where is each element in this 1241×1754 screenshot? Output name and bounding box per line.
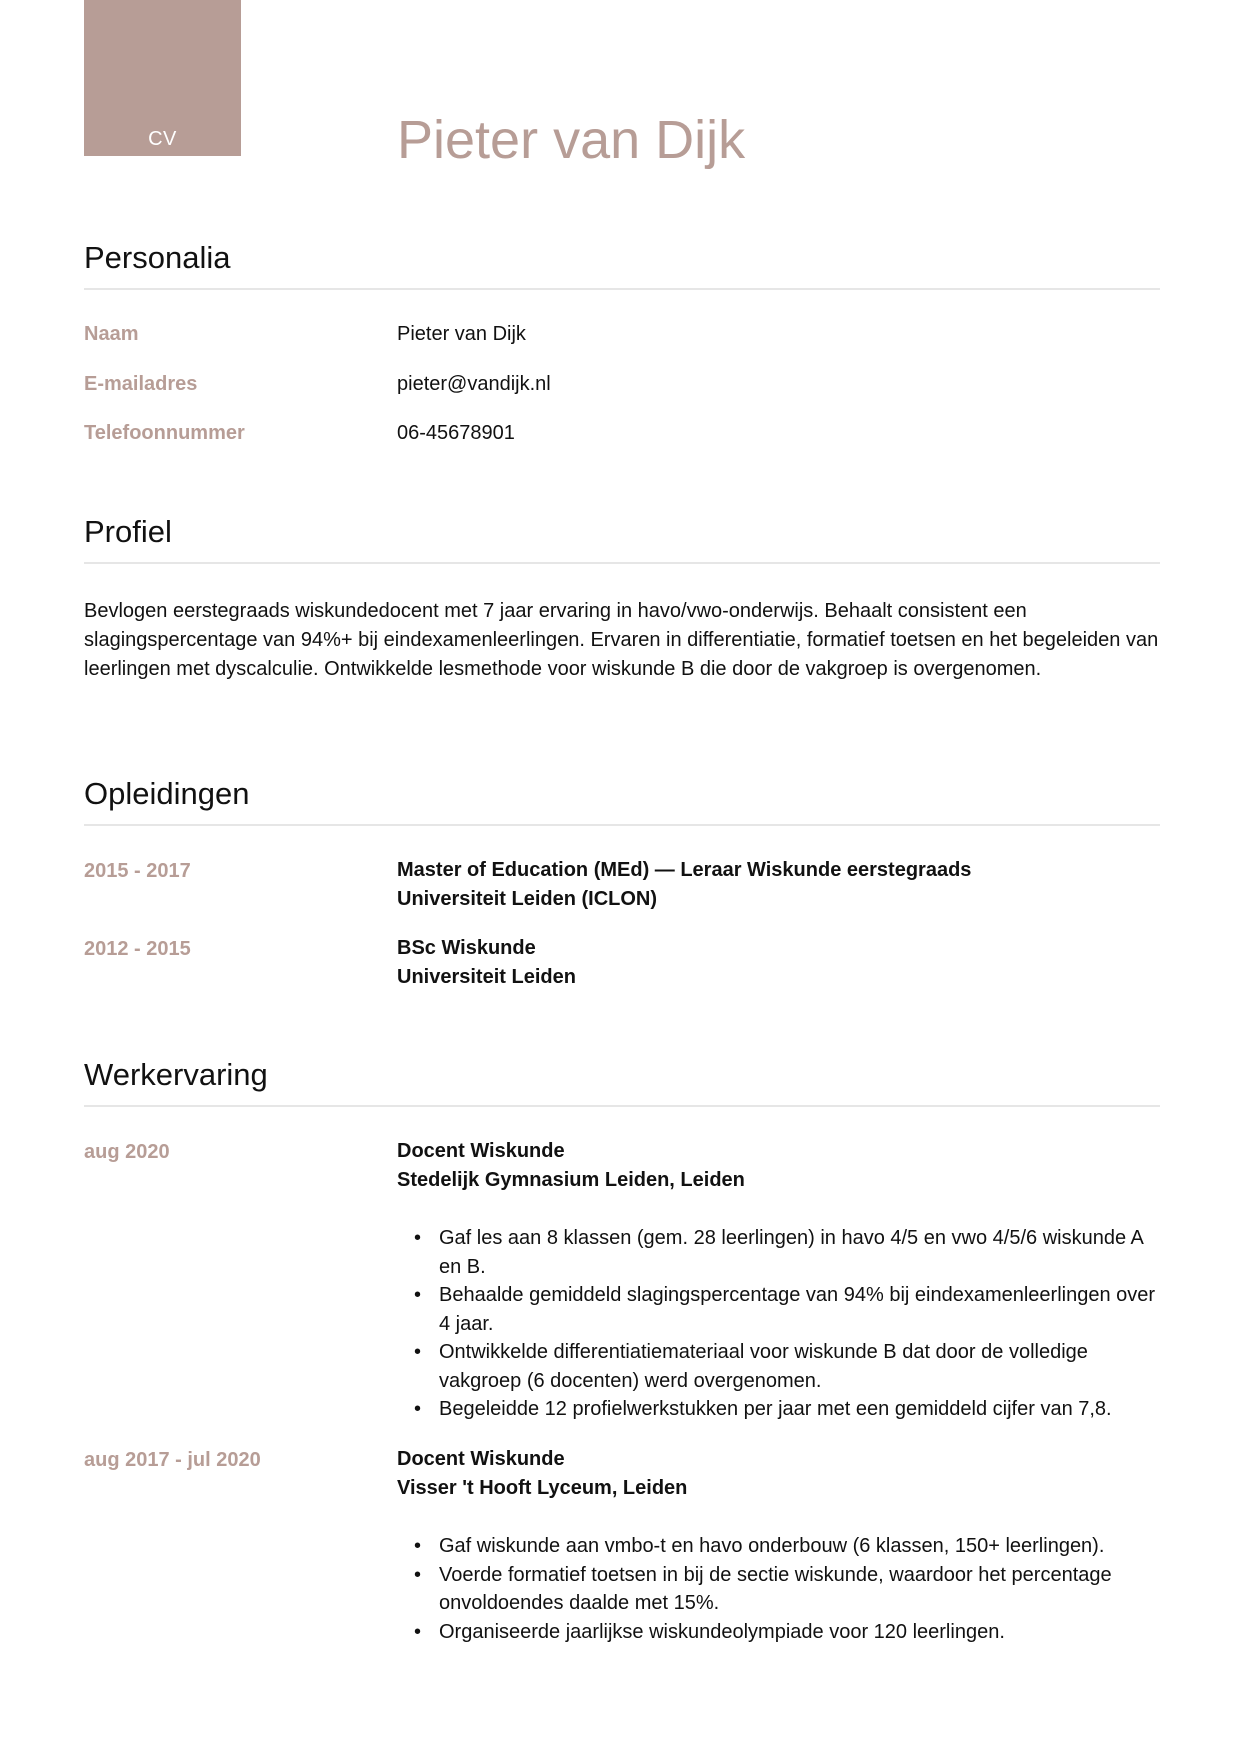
job-achievements	[397, 1532, 1160, 1646]
personal-value-email: pieter@vandijk.nl	[397, 373, 551, 395]
job-bullet: • Behaalde gemiddeld slagingspercentage van 94% bij eindexamenleerlingen over 4 jaar.	[439, 1281, 1160, 1338]
personal-label-email: E-mailadres	[84, 373, 198, 395]
personal-label-name: Naam	[84, 323, 139, 345]
job-bullet: • Gaf wiskunde aan vmbo-t en havo onderbouw (6 klassen, 150+ leerlingen).	[439, 1532, 1160, 1561]
job-bullet: • Voerde formatief toetsen in bij de sectie wiskunde, waardoor het percentage onvoldoendes daalde met 15%.	[439, 1561, 1160, 1618]
job-employer: Stedelijk Gymnasium Leiden, Leiden	[397, 1169, 745, 1191]
education-school: Universiteit Leiden (ICLON)	[397, 888, 658, 910]
education-degree: Master of Education (MEd) — Leraar Wiskunde eerstegraads	[397, 859, 972, 881]
job-bullet: • Ontwikkelde differentiatiemateriaal voor wiskunde B dat door de volledige vakgroep (6 docenten) werd overgenomen.	[439, 1338, 1160, 1395]
cv-badge	[84, 0, 241, 156]
education-date: 2015 - 2017	[84, 860, 191, 882]
section-divider	[84, 562, 1160, 564]
profile-summary: Bevlogen eerstegraads wiskundedocent met 7 jaar ervaring in havo/vwo-onderwijs. Behaalt consistent een slagingspercentage van 94%+ bij eindexamenleerlingen. Ervaren in differentiatie, formatief toetsen en het begeleiden van leerlingen met dyscalculie. Ontwikkelde lesmethode voor wiskunde B die door de vakgroep is overgenomen.	[84, 600, 1159, 680]
job-date: aug 2020	[84, 1141, 170, 1163]
personal-value-phone: 06-45678901	[397, 422, 515, 444]
personal-value-name: Pieter van Dijk	[397, 323, 526, 345]
personal-label-phone: Telefoonnummer	[84, 422, 245, 444]
education-entry	[397, 856, 1160, 914]
candidate-name: Pieter van Dijk	[397, 110, 746, 170]
section-title-profiel: Profiel	[84, 514, 172, 549]
section-title-werkervaring: Werkervaring	[84, 1057, 268, 1092]
education-entry	[397, 934, 1160, 992]
education-school: Universiteit Leiden	[397, 966, 576, 988]
job-bullet: • Gaf les aan 8 klassen (gem. 28 leerlingen) in havo 4/5 en vwo 4/5/6 wiskunde A en B.	[439, 1224, 1160, 1281]
education-date: 2012 - 2015	[84, 938, 191, 960]
section-divider	[84, 824, 1160, 826]
section-title-opleidingen: Opleidingen	[84, 776, 250, 811]
education-degree: BSc Wiskunde	[397, 937, 536, 959]
job-role: Docent Wiskunde	[397, 1140, 565, 1162]
job-employer: Visser 't Hooft Lyceum, Leiden	[397, 1477, 688, 1499]
section-title-personalia: Personalia	[84, 240, 231, 275]
job-bullet: • Organiseerde jaarlijkse wiskundeolympiade voor 120 leerlingen.	[439, 1618, 1160, 1647]
section-divider	[84, 1105, 1160, 1107]
job-role: Docent Wiskunde	[397, 1448, 565, 1470]
cv-badge-label: CV	[148, 128, 177, 150]
job-entry	[397, 1445, 1160, 1646]
job-achievements	[397, 1224, 1160, 1424]
job-bullet: • Begeleidde 12 profielwerkstukken per jaar met een gemiddeld cijfer van 7,8.	[439, 1395, 1160, 1424]
job-date: aug 2017 - jul 2020	[84, 1449, 261, 1471]
section-divider	[84, 288, 1160, 290]
job-entry	[397, 1137, 1160, 1424]
